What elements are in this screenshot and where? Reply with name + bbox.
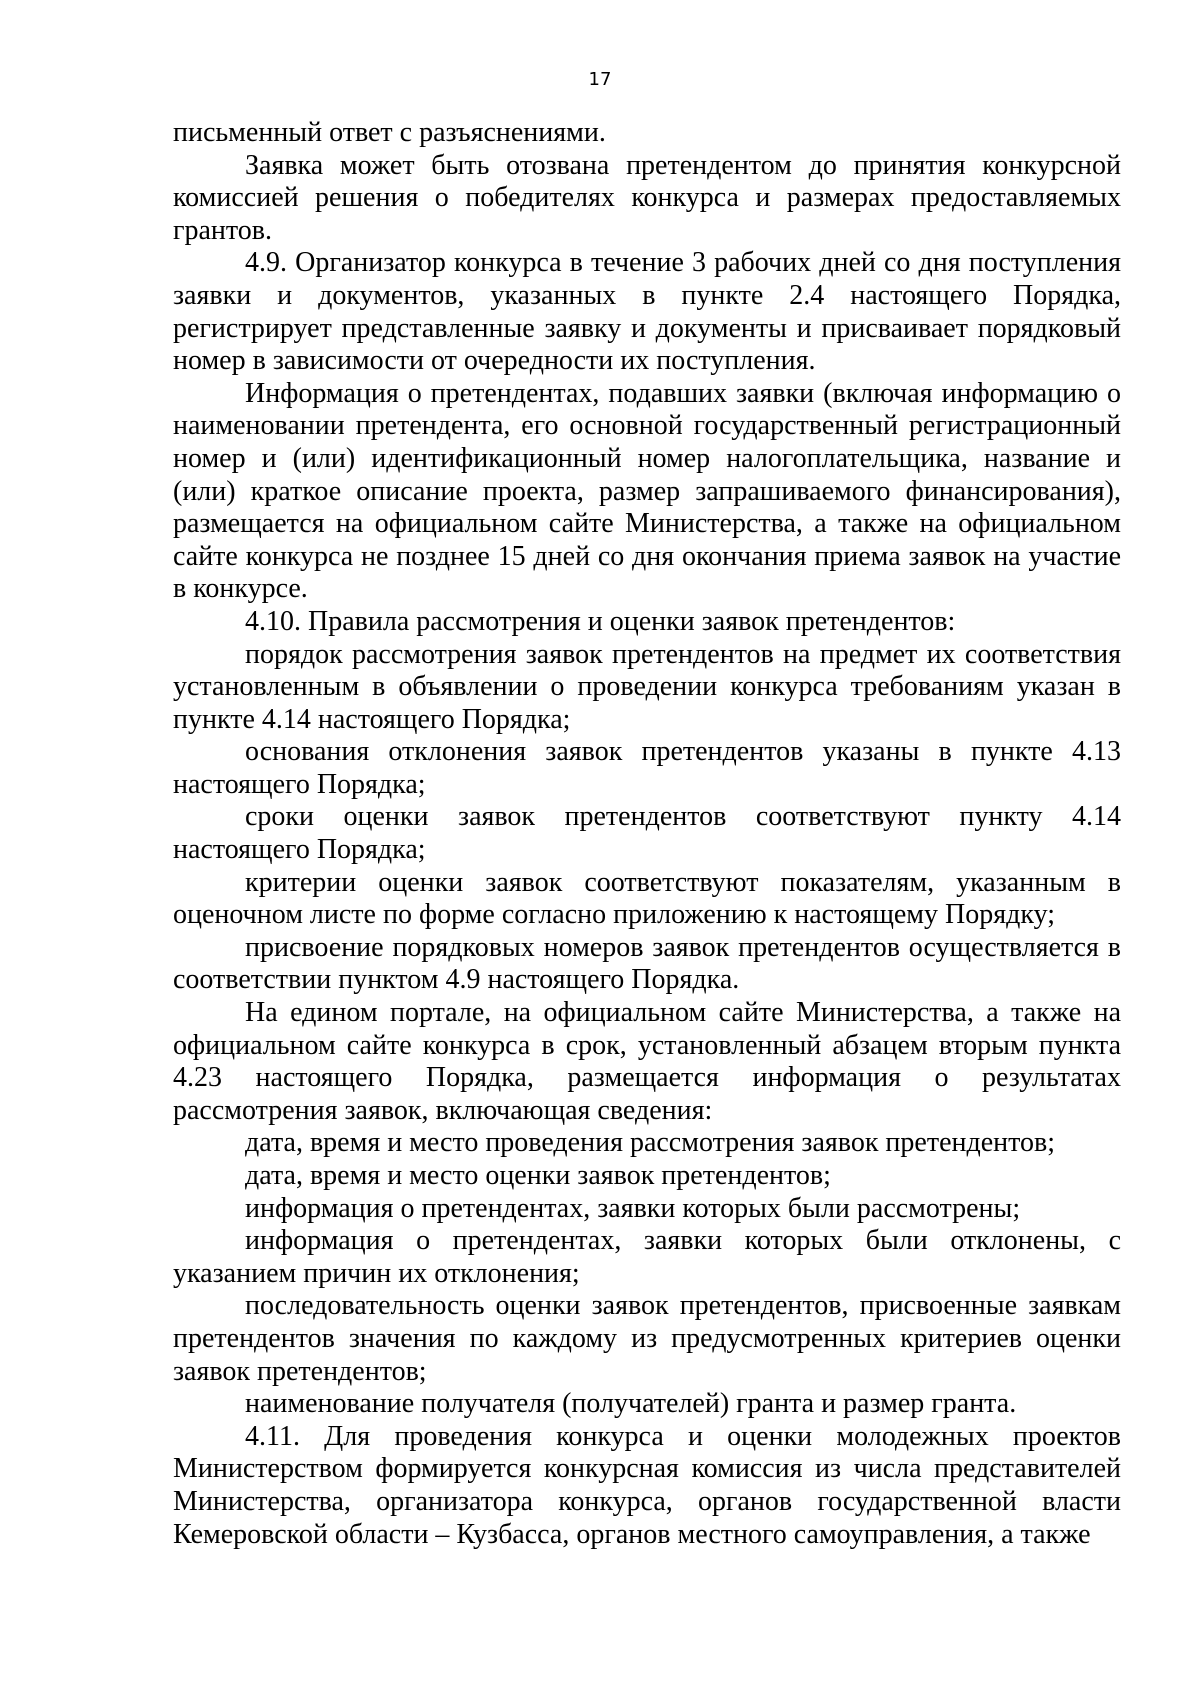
paragraph: основания отклонения заявок претендентов указаны в пункте 4.13 настоящего Порядка; [173,736,1121,800]
paragraph: последовательность оценки заявок претендентов, присвоенные заявкам претендентов значения по каждому из предусмотренных критериев оценки заявок претендентов; [173,1290,1121,1387]
paragraph: сроки оценки заявок претендентов соответствуют пункту 4.14 настоящего Порядка; [173,801,1121,866]
paragraph: письменный ответ с разъяснениями. [173,117,606,148]
paragraph: На едином портале, на официальном сайте Министерства, а также на официальном сайте конкурса в срок, установленный абзацем вторым пункта 4.23 настоящего Порядка, размещается информация о результатах рассмотрения заявок, включающая сведения: [173,997,1121,1126]
paragraph: критерии оценки заявок соответствуют показателям, указанным в оценочном листе по форме согласно приложению к настоящему Порядку; [173,866,1121,931]
paragraph: информация о претендентах, заявки которых были рассмотрены; [245,1192,1021,1224]
page-number: 17 [588,69,612,90]
paragraph: Информация о претендентах, подавших заявки (включая информацию о наименовании претендента, его основной государственный регистрационный номер и (или) идентификационный номер налогоплательщика, название и (или) краткое описание проекта, размер запрашиваемого финансирования), размещается на официальном сайте Министерства, а также на официальном сайте конкурса не позднее 15 дней со дня окончания приема заявок на участие в конкурсе. [173,377,1121,605]
paragraph: дата, время и место проведения рассмотрения заявок претендентов; [245,1127,1056,1159]
paragraph: 4.10. Правила рассмотрения и оценки заявок претендентов: [245,605,956,637]
paragraph: дата, время и место оценки заявок претендентов; [245,1160,831,1191]
paragraph: Заявка может быть отозвана претендентом до принятия конкурсной комиссией решения о победителях конкурса и размерах предоставляемых грантов. [173,149,1121,246]
paragraph: 4.11. Для проведения конкурса и оценки молодежных проектов Министерством формируется конкурсная комиссия из числа представителей Министерства, организатора конкурса, органов государственной власти Кемеровской области – Кузбасса, органов местного самоуправления, а также [173,1420,1121,1550]
paragraph: наименование получателя (получателей) гранта и размер гранта. [245,1388,1017,1420]
paragraph: 4.9. Организатор конкурса в течение 3 рабочих дней со дня поступления заявки и документов, указанных в пункте 2.4 настоящего Порядка, регистрирует представленные заявку и документы и присваивает порядковый номер в зависимости от очередности их поступления. [173,247,1121,377]
paragraph: присвоение порядковых номеров заявок претендентов осуществляется в соответствии пунктом 4.9 настоящего Порядка. [173,931,1121,996]
document-body [173,117,1121,1551]
paragraph: информация о претендентах, заявки которых были отклонены, с указанием причин их отклонения; [173,1225,1121,1289]
paragraph: порядок рассмотрения заявок претендентов на предмет их соответствия установленным в объявлении о проведении конкурса требованиям указан в пункте 4.14 настоящего Порядка; [173,638,1121,735]
